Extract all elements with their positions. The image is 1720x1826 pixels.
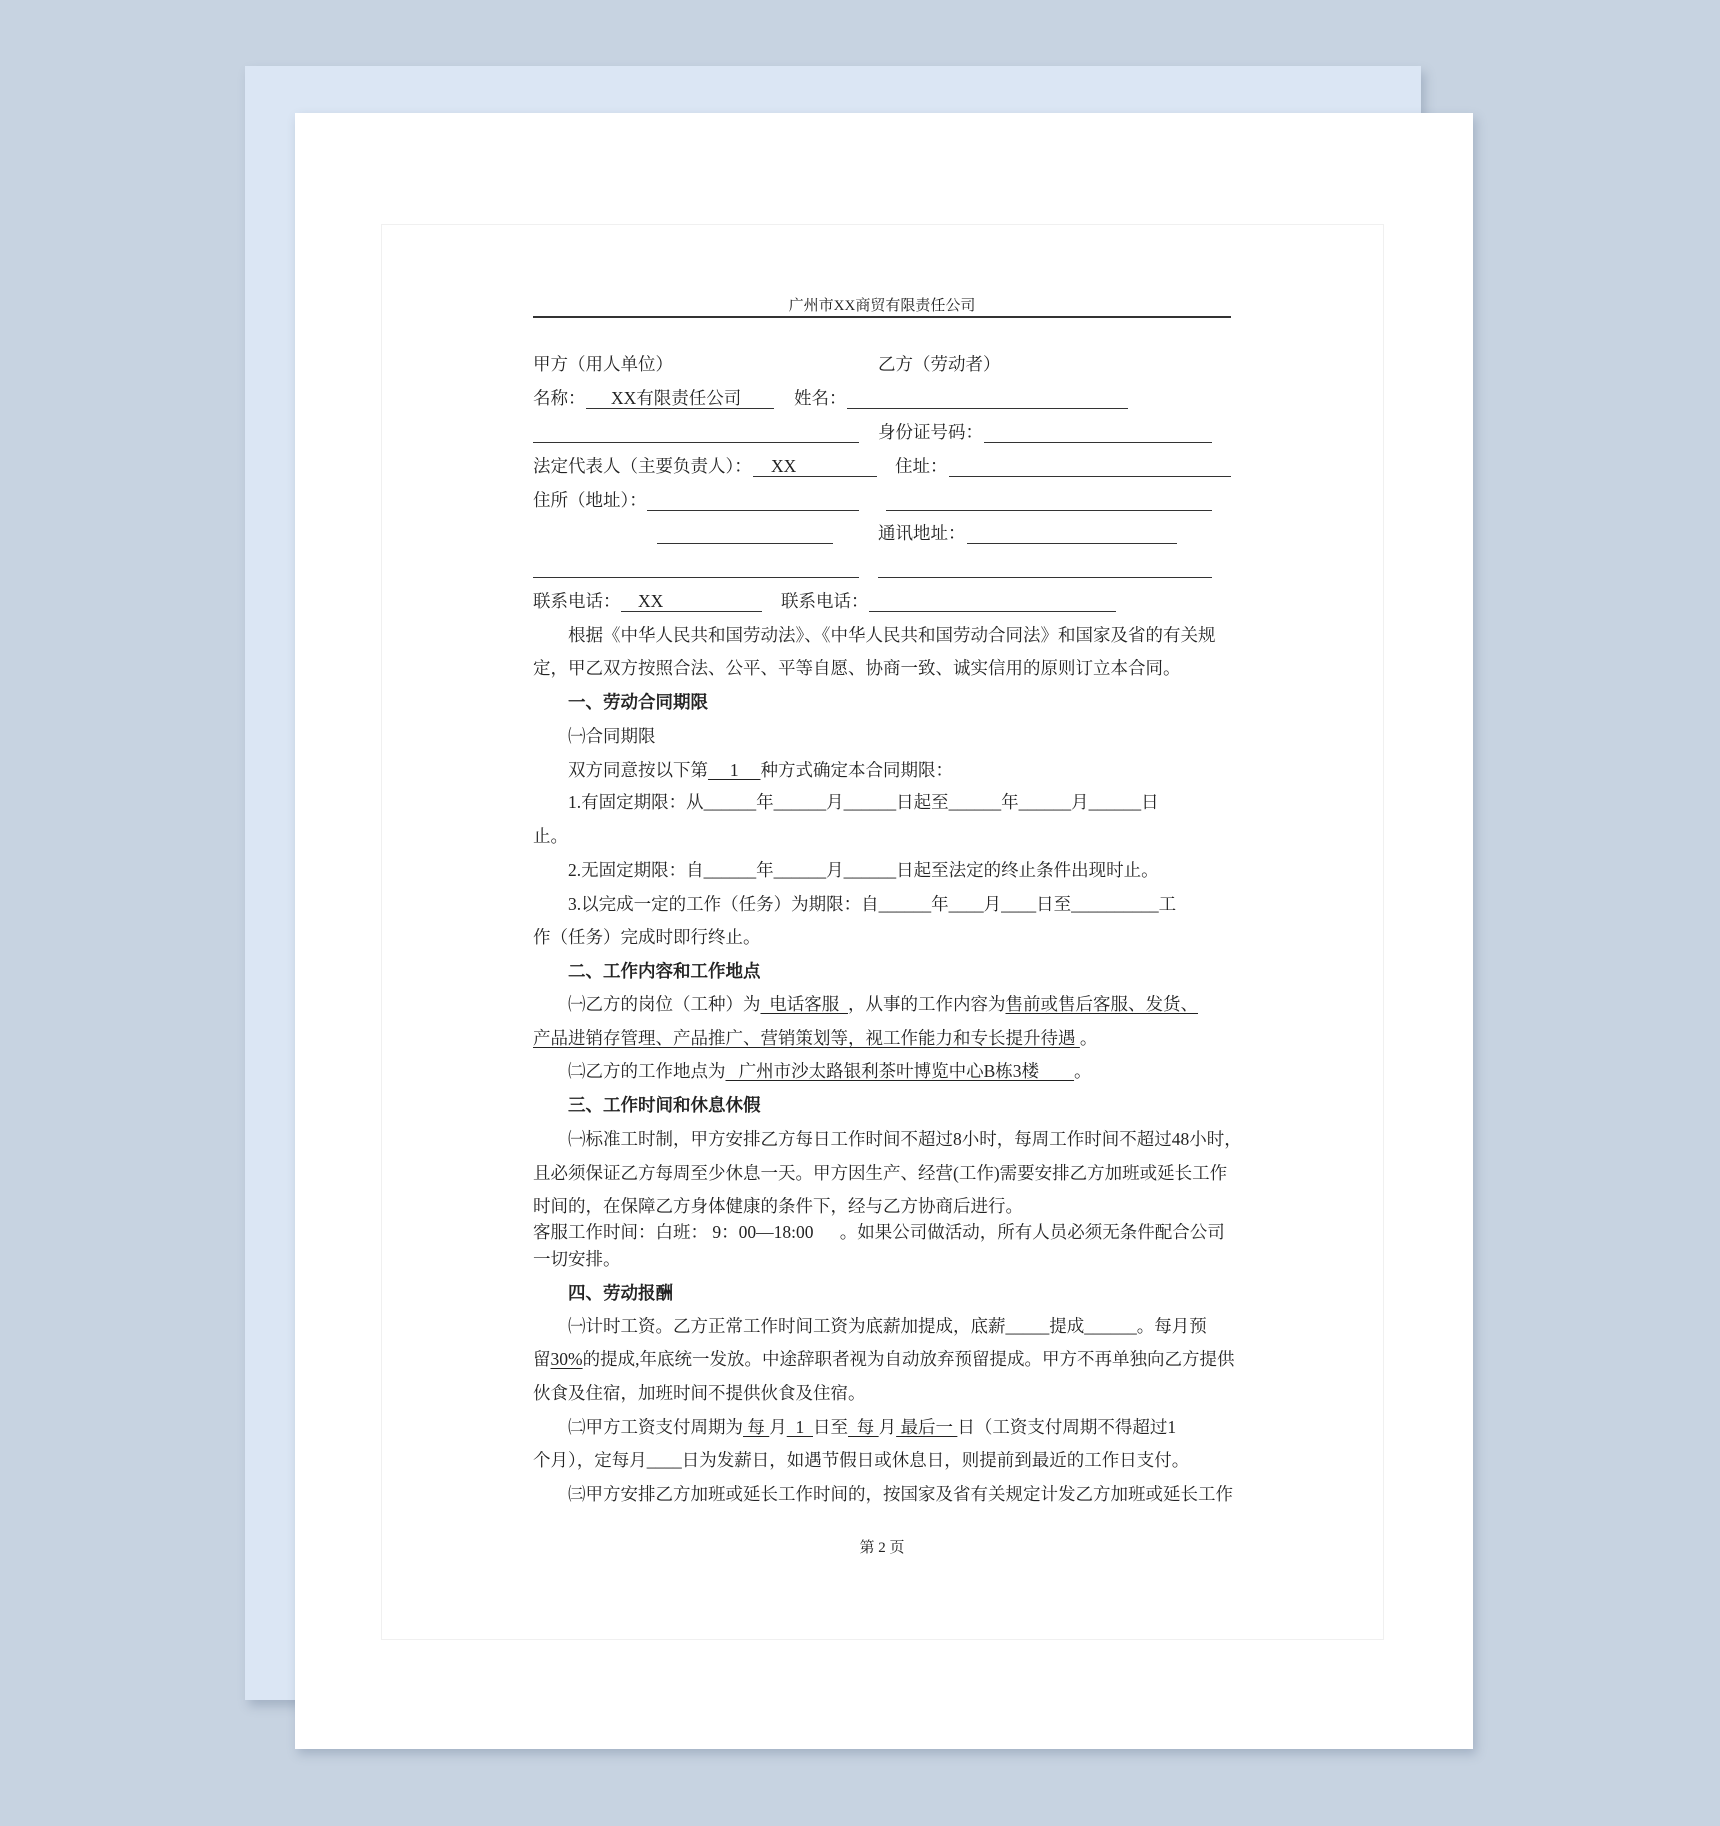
body-text: 的提成,年底统一发放。中途辞职者视为自动放弃预留提成。甲方不再单独向乙方提供 <box>582 1349 1235 1369</box>
body-text: ㈡乙方的工作地点为 <box>568 1061 726 1081</box>
domicile-field[interactable] <box>647 510 859 511</box>
body-line <box>568 790 1159 814</box>
body-line <box>533 656 1181 680</box>
filled-value: 30% <box>550 1349 583 1369</box>
body-line <box>533 1347 1234 1371</box>
body-text: 一切安排。 <box>533 1249 621 1269</box>
body-text: 定，甲乙双方按照合法、公平、平等自愿、协商一致、诚实信用的原则订立本合同。 <box>533 658 1181 678</box>
body-line <box>533 824 568 848</box>
domicile-label: 住所（地址）： <box>533 490 647 510</box>
body-text: 3.以完成一定的工作（任务）为期限：自______年____月____日至__________工 <box>568 894 1177 914</box>
party-a-heading: 甲方（用人单位） <box>533 354 673 374</box>
body-text: 三、工作时间和休息休假 <box>568 1095 761 1115</box>
name-continued-field[interactable] <box>533 442 859 443</box>
section-heading <box>568 1093 761 1117</box>
header-rule <box>533 316 1231 318</box>
filled-value: 最后一 <box>896 1417 958 1437</box>
body-text: 客服工作时间：白班： 9：00—18:00 。如果公司做活动，所有人员必须无条件配合公司 <box>533 1222 1225 1242</box>
filled-value: 电话客服 <box>760 994 848 1014</box>
body-text: 时间的，在保障乙方身体健康的条件下，经与乙方协商后进行。 <box>533 1196 1023 1216</box>
phone-a-value: XX <box>638 591 664 611</box>
body-line <box>533 1381 866 1405</box>
filled-value: 每 <box>743 1417 770 1437</box>
body-text: 止。 <box>533 826 568 846</box>
name-value: XX有限责任公司 <box>611 388 742 408</box>
section-heading <box>568 959 761 983</box>
mail-address-label: 通讯地址： <box>878 523 966 543</box>
body-text: 双方同意按以下第 <box>568 760 708 780</box>
body-line <box>568 724 656 748</box>
legal-rep-value: XX <box>771 456 797 476</box>
body-text: ㈢甲方安排乙方加班或延长工作时间的，按国家及省有关规定计发乙方加班或延长工作 <box>568 1484 1233 1504</box>
body-text: ㈠计时工资。乙方正常工作时间工资为底薪加提成，底薪_____提成______。每月预 <box>568 1316 1207 1336</box>
body-line <box>568 1314 1207 1338</box>
party-b-heading: 乙方（劳动者） <box>878 354 1001 374</box>
filled-value: 1 <box>786 1417 813 1437</box>
legal-rep-label: 法定代表人（主要负责人）： <box>533 456 752 476</box>
section-heading <box>568 690 708 714</box>
body-line <box>568 858 1159 882</box>
body-line <box>568 1127 1242 1151</box>
id-field[interactable] <box>984 442 1212 443</box>
body-line <box>568 1482 1233 1506</box>
body-text: 作（任务）完成时即行终止。 <box>533 927 761 947</box>
body-text: 1.有固定期限：从______年______月______日起至______年______月______日 <box>568 792 1159 812</box>
body-line <box>533 1448 1189 1472</box>
body-text: 种方式确定本合同期限： <box>760 760 953 780</box>
filled-value: 售前或售后客服、发货、 <box>1005 994 1198 1014</box>
body-line <box>568 758 953 782</box>
phone-b-label: 联系电话： <box>781 591 869 611</box>
name-label: 名称： <box>533 388 586 408</box>
domicile-extra-field[interactable] <box>533 577 859 578</box>
body-line <box>533 1220 1225 1244</box>
section-heading <box>568 1281 673 1305</box>
person-name-label: 姓名： <box>794 388 847 408</box>
body-text: 留 <box>533 1349 551 1369</box>
page-number: 第 2 页 <box>859 1540 905 1556</box>
body-line <box>568 1059 1092 1083</box>
body-text: 一、劳动合同期限 <box>568 692 708 712</box>
filled-value: 1 <box>708 760 761 780</box>
body-text: 四、劳动报酬 <box>568 1283 673 1303</box>
body-text: ，从事的工作内容为 <box>848 994 1006 1014</box>
body-text: 个月），定每月____日为发薪日，如遇节假日或休息日，则提前到最近的工作日支付。 <box>533 1450 1190 1470</box>
residence-label: 住址： <box>895 456 948 476</box>
phone-b-field[interactable] <box>869 611 1116 612</box>
filled-value: 产品进销存管理、产品推广、营销策划等，视工作能力和专长提升待遇 <box>533 1028 1080 1048</box>
body-text: 二、工作内容和工作地点 <box>568 961 761 981</box>
body-text: ㈠乙方的岗位（工种）为 <box>568 994 761 1014</box>
header-company: 广州市XX商贸有限责任公司 <box>788 298 976 314</box>
body-text: 伙食及住宿，加班时间不提供伙食及住宿。 <box>533 1383 866 1403</box>
residence-continued-field[interactable] <box>886 510 1212 511</box>
body-text: 2.无固定期限：自______年______月______日起至法定的终止条件出现时止。 <box>568 860 1159 880</box>
phone-a-label: 联系电话： <box>533 591 621 611</box>
body-text: 。 <box>1074 1061 1092 1081</box>
body-line <box>533 1026 1097 1050</box>
body-text: 且必须保证乙方每周至少休息一天。甲方因生产、经营(工作)需要安排乙方加班或延长工作 <box>533 1163 1228 1183</box>
body-text: ㈠标准工时制，甲方安排乙方每日工作时间不超过8小时，每周工作时间不超过48小时， <box>568 1129 1242 1149</box>
id-label: 身份证号码： <box>878 422 983 442</box>
body-line <box>533 925 761 949</box>
body-text: 月 <box>878 1417 897 1437</box>
body-text: ㈠合同期限 <box>568 726 656 746</box>
mail-address-field[interactable] <box>967 543 1177 544</box>
body-line <box>568 623 1216 647</box>
body-text: 。 <box>1079 1028 1098 1048</box>
body-line <box>533 1161 1227 1185</box>
domicile-continued-field[interactable] <box>657 543 833 544</box>
body-line <box>568 1415 1176 1439</box>
body-text: 月 <box>769 1417 787 1437</box>
body-text: 日（工资支付周期不得超过1 <box>957 1417 1177 1437</box>
filled-value: 每 <box>848 1417 879 1437</box>
mail-address-extra-field[interactable] <box>878 577 1212 578</box>
body-line <box>533 1194 1023 1218</box>
filled-value: 广州市沙太路银利茶叶博览中心B栋3楼 <box>725 1061 1075 1081</box>
body-line <box>568 992 1198 1016</box>
body-line <box>533 1247 621 1271</box>
body-line <box>568 892 1176 916</box>
body-text: ㈡甲方工资支付周期为 <box>568 1417 743 1437</box>
person-name-field[interactable] <box>847 408 1128 409</box>
body-text: 日至 <box>813 1417 848 1437</box>
residence-field[interactable] <box>949 476 1231 477</box>
body-text: 根据《中华人民共和国劳动法》、《中华人民共和国劳动合同法》和国家及省的有关规 <box>568 625 1216 645</box>
